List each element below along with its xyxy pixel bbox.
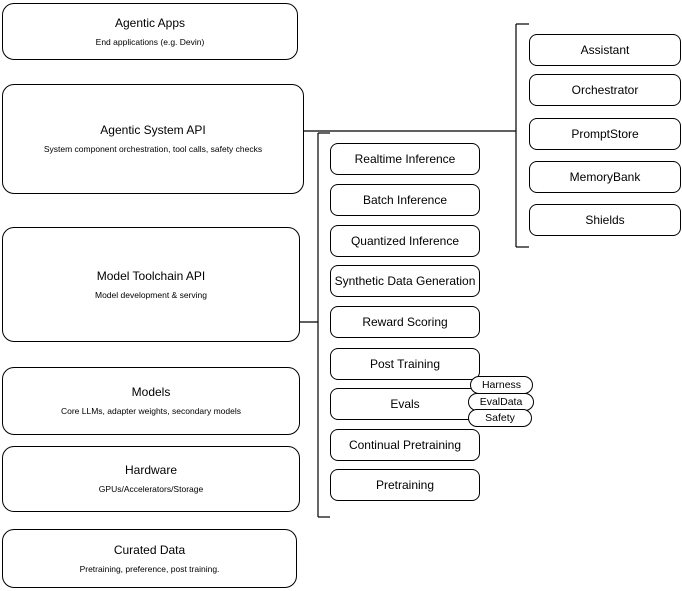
toolchain-component-label: Evals (390, 396, 420, 411)
toolchain-component-synthetic-data-generation[interactable] (330, 265, 480, 297)
toolchain-component-label: Quantized Inference (350, 233, 460, 248)
toolchain-component-label: Synthetic Data Generation (334, 273, 476, 288)
agentic-component-label: Orchestrator (571, 82, 639, 97)
agentic-component-memorybank[interactable] (529, 161, 681, 193)
stack-node-subtitle: End applications (e.g. Devin) (95, 36, 205, 47)
toolchain-component-quantized-inference[interactable] (330, 225, 480, 257)
toolchain-component-reward-scoring[interactable] (330, 306, 480, 338)
stack-node-models[interactable] (2, 367, 300, 435)
agentic-component-label: Shields (585, 212, 625, 227)
stack-node-title: Agentic System API (100, 123, 206, 137)
toolchain-component-label: Reward Scoring (362, 314, 448, 329)
stack-node-title: Hardware (124, 463, 178, 477)
stack-node-curated-data[interactable] (2, 529, 297, 588)
evals-subcomponent-safety[interactable] (468, 409, 532, 427)
agentic-component-assistant[interactable] (529, 34, 681, 66)
evals-subcomponent-label: Safety (485, 411, 515, 424)
stack-node-subtitle: GPUs/Accelerators/Storage (98, 484, 204, 494)
toolchain-component-label: Batch Inference (362, 192, 448, 207)
stack-node-title: Models (131, 385, 171, 399)
stack-node-title: Curated Data (113, 542, 186, 557)
agentic-component-shields[interactable] (529, 204, 681, 236)
stack-node-model-toolchain-api[interactable] (2, 227, 300, 342)
stack-node-agentic-system-api[interactable] (2, 84, 304, 194)
toolchain-component-batch-inference[interactable] (330, 184, 480, 216)
toolchain-component-continual-pretraining[interactable] (330, 429, 480, 461)
stack-node-title: Agentic Apps (114, 15, 186, 30)
stack-node-subtitle: System component orchestration, tool calls, safety checks (43, 144, 263, 154)
evals-subcomponent-harness[interactable] (470, 376, 533, 394)
toolchain-component-evals[interactable] (330, 388, 480, 420)
toolchain-component-label: Realtime Inference (354, 151, 456, 166)
stack-node-subtitle: Model development & serving (95, 289, 207, 300)
toolchain-component-label: Pretraining (375, 477, 435, 492)
evals-subcomponent-label: EvalData (479, 395, 523, 408)
stack-node-title: Model Toolchain API (96, 268, 206, 283)
stack-node-hardware[interactable] (2, 446, 300, 512)
agentic-component-orchestrator[interactable] (529, 74, 681, 106)
evals-subcomponent-label: Harness (481, 378, 522, 391)
toolchain-component-realtime-inference[interactable] (330, 143, 480, 175)
agentic-component-label: PromptStore (571, 126, 639, 141)
stack-node-agentic-apps[interactable] (2, 3, 298, 60)
toolchain-component-label: Post Training (369, 356, 441, 371)
stack-node-subtitle: Pretraining, preference, post training. (79, 563, 220, 574)
stack-node-subtitle: Core LLMs, adapter weights, secondary models (60, 406, 241, 416)
toolchain-component-post-training[interactable] (330, 348, 480, 380)
toolchain-component-label: Continual Pretraining (348, 437, 462, 452)
agentic-component-label: Assistant (580, 42, 630, 57)
agentic-component-label: MemoryBank (569, 169, 641, 184)
agentic-component-promptstore[interactable] (529, 118, 681, 150)
toolchain-component-pretraining[interactable] (330, 469, 480, 501)
